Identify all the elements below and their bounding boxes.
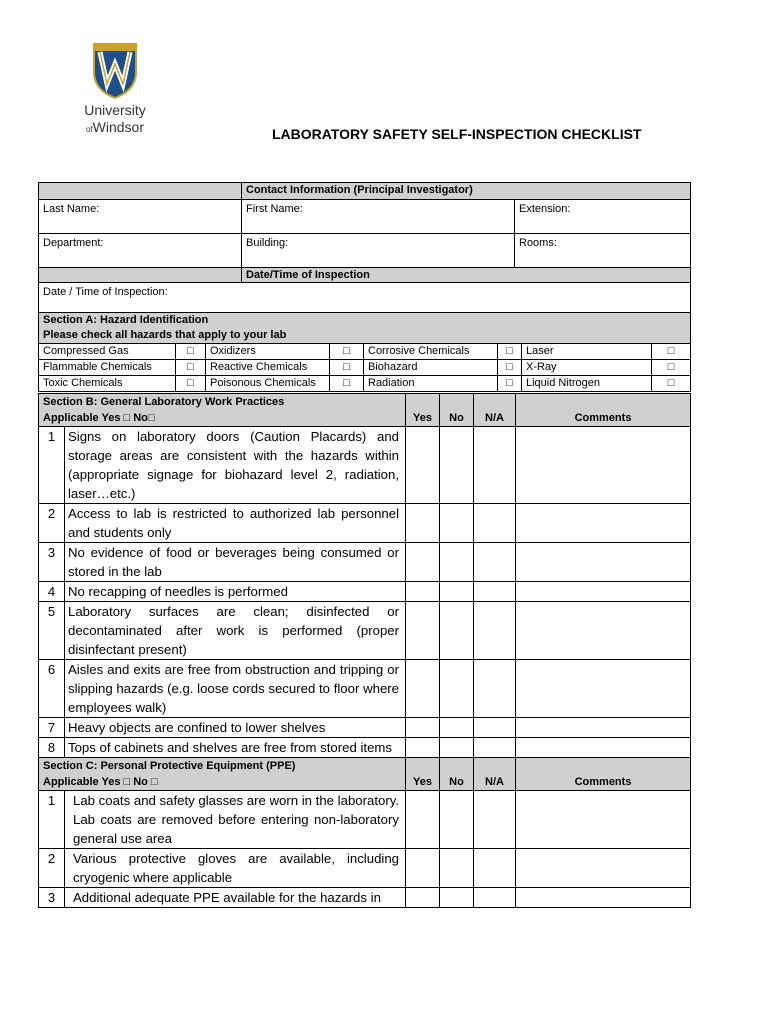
na-cell[interactable]: [474, 718, 516, 738]
logo-windsor-line: [74, 120, 156, 137]
contact-header-row: [39, 183, 691, 200]
contact-location-row: [39, 234, 691, 268]
na-cell[interactable]: [474, 543, 516, 582]
comments-cell[interactable]: [516, 738, 691, 758]
na-cell[interactable]: [474, 791, 516, 849]
hazard-checkbox[interactable]: □: [498, 344, 522, 360]
hazard-row: [39, 360, 691, 376]
checklist-row: [39, 582, 691, 602]
item-number: 2: [39, 849, 65, 888]
no-cell[interactable]: [440, 738, 474, 758]
yes-cell[interactable]: [406, 543, 440, 582]
checklist-row: [39, 888, 691, 908]
yes-cell[interactable]: [406, 602, 440, 660]
col-yes-header: Yes: [406, 758, 440, 791]
comments-cell[interactable]: [516, 504, 691, 543]
item-number: 3: [39, 888, 65, 908]
no-cell[interactable]: [440, 888, 474, 908]
section-c-header: [39, 758, 691, 791]
hazard-checkbox[interactable]: □: [652, 344, 691, 360]
hazard-checkbox[interactable]: □: [652, 360, 691, 376]
logo-of-text: of: [85, 125, 93, 134]
item-text: Signs on laboratory doors (Caution Placards) and storage areas are consistent with the hazards within (appropriate signage for biohazard level 2, radiation, laser…etc.): [65, 427, 406, 504]
comments-cell[interactable]: [516, 582, 691, 602]
item-number: 1: [39, 791, 65, 849]
item-number: 7: [39, 718, 65, 738]
hazard-checkbox[interactable]: □: [176, 376, 206, 392]
na-cell[interactable]: [474, 888, 516, 908]
department-field[interactable]: Department:: [39, 234, 242, 268]
na-cell[interactable]: [474, 427, 516, 504]
item-text: No evidence of food or beverages being consumed or stored in the lab: [65, 543, 406, 582]
hazard-label: Reactive Chemicals: [206, 360, 330, 376]
logo-windsor-text: Windsor: [92, 119, 145, 135]
col-comments-header: Comments: [516, 758, 691, 791]
col-na-header: N/A: [474, 394, 516, 427]
checklist-row: [39, 543, 691, 582]
checklist-row: [39, 718, 691, 738]
hazard-label: Radiation: [364, 376, 498, 392]
comments-cell[interactable]: [516, 718, 691, 738]
item-text: Heavy objects are confined to lower shelves: [65, 718, 406, 738]
hazard-label: Biohazard: [364, 360, 498, 376]
no-cell[interactable]: [440, 504, 474, 543]
date-header-row: [39, 268, 691, 283]
item-number: 2: [39, 504, 65, 543]
hazard-label: X-Ray: [522, 360, 652, 376]
na-cell[interactable]: [474, 504, 516, 543]
checklist-row: [39, 504, 691, 543]
building-field[interactable]: Building:: [242, 234, 515, 268]
no-cell[interactable]: [440, 543, 474, 582]
hazard-label: Poisonous Chemicals: [206, 376, 330, 392]
checklist-table: [38, 393, 691, 908]
rooms-field[interactable]: Rooms:: [515, 234, 691, 268]
hazard-checkbox[interactable]: □: [330, 376, 364, 392]
date-time-field[interactable]: Date / Time of Inspection:: [39, 283, 691, 317]
section-a-title: Section A: Hazard Identification: [43, 314, 209, 326]
comments-cell[interactable]: [516, 849, 691, 888]
na-cell[interactable]: [474, 602, 516, 660]
checklist-row: [39, 791, 691, 849]
no-cell[interactable]: [440, 718, 474, 738]
no-cell[interactable]: [440, 602, 474, 660]
item-text: Access to lab is restricted to authorized lab personnel and students only: [65, 504, 406, 543]
item-number: 3: [39, 543, 65, 582]
item-text: Lab coats and safety glasses are worn in the laboratory. Lab coats are removed before entering non-laboratory general use area: [65, 791, 406, 849]
col-no-header: No: [440, 758, 474, 791]
comments-cell[interactable]: [516, 427, 691, 504]
contact-name-row: [39, 200, 691, 234]
hazard-row: [39, 344, 691, 360]
hazard-row: [39, 376, 691, 392]
section-b-header: [39, 394, 691, 427]
checklist-row: [39, 602, 691, 660]
yes-cell[interactable]: [406, 582, 440, 602]
item-number: 8: [39, 738, 65, 758]
yes-cell[interactable]: [406, 427, 440, 504]
yes-cell[interactable]: [406, 718, 440, 738]
hazard-label: Compressed Gas: [39, 344, 176, 360]
section-a-subtitle: Please check all hazards that apply to your lab: [43, 329, 287, 341]
comments-cell[interactable]: [516, 602, 691, 660]
hazard-label: Laser: [522, 344, 652, 360]
col-yes-header: Yes: [406, 394, 440, 427]
section-a-header: [39, 313, 691, 344]
item-number: 1: [39, 427, 65, 504]
comments-cell[interactable]: [516, 543, 691, 582]
col-na-header: N/A: [474, 758, 516, 791]
item-text: Tops of cabinets and shelves are free from stored items: [65, 738, 406, 758]
comments-cell[interactable]: [516, 791, 691, 849]
col-no-header: No: [440, 394, 474, 427]
hazard-checkbox[interactable]: □: [652, 376, 691, 392]
item-text: Laboratory surfaces are clean; disinfected or decontaminated after work is performed (proper disinfectant present): [65, 602, 406, 660]
contact-header: Contact Information (Principal Investigator): [242, 183, 691, 200]
no-cell[interactable]: [440, 427, 474, 504]
hazard-label: Flammable Chemicals: [39, 360, 176, 376]
hazard-checkbox[interactable]: □: [176, 344, 206, 360]
item-number: 6: [39, 660, 65, 718]
yes-cell[interactable]: [406, 738, 440, 758]
checklist-row: [39, 738, 691, 758]
first-name-field[interactable]: First Name:: [242, 200, 515, 234]
hazard-checkbox[interactable]: □: [330, 360, 364, 376]
logo-university-text: University: [84, 102, 146, 118]
no-cell[interactable]: [440, 582, 474, 602]
item-text: Additional adequate PPE available for the hazards in: [65, 888, 406, 908]
hazard-label: Corrosive Chemicals: [364, 344, 498, 360]
comments-cell[interactable]: [516, 888, 691, 908]
item-text: Various protective gloves are available, including cryogenic where applicable: [65, 849, 406, 888]
date-header: Date/Time of Inspection: [242, 268, 691, 283]
no-cell[interactable]: [440, 660, 474, 718]
item-number: 4: [39, 582, 65, 602]
item-text: No recapping of needles is performed: [65, 582, 406, 602]
na-cell[interactable]: [474, 660, 516, 718]
extension-field[interactable]: Extension:: [515, 200, 691, 234]
hazard-checkbox[interactable]: □: [498, 376, 522, 392]
hazard-label: Oxidizers: [206, 344, 330, 360]
hazard-checkbox[interactable]: □: [330, 344, 364, 360]
crest-icon: [92, 42, 138, 100]
section-b-title: Section B: General Laboratory Work Practices: [43, 396, 285, 408]
na-cell[interactable]: [474, 738, 516, 758]
yes-cell[interactable]: [406, 791, 440, 849]
hazard-checkbox[interactable]: □: [498, 360, 522, 376]
hazard-label: Liquid Nitrogen: [522, 376, 652, 392]
section-c-applicable: Applicable Yes □ No □: [43, 776, 158, 788]
checklist-row: [39, 849, 691, 888]
no-cell[interactable]: [440, 791, 474, 849]
comments-cell[interactable]: [516, 660, 691, 718]
yes-cell[interactable]: [406, 888, 440, 908]
page-title: LABORATORY SAFETY SELF-INSPECTION CHECKLIST: [272, 126, 642, 142]
checklist-row: [39, 660, 691, 718]
yes-cell[interactable]: [406, 660, 440, 718]
section-b-applicable: Applicable Yes □ No□: [43, 412, 155, 424]
col-comments-header: Comments: [516, 394, 691, 427]
na-cell[interactable]: [474, 849, 516, 888]
hazard-checkbox[interactable]: □: [176, 360, 206, 376]
checklist-row: [39, 427, 691, 504]
hazard-table: [38, 312, 691, 392]
section-c-title: Section C: Personal Protective Equipment (PPE): [43, 760, 296, 772]
item-number: 5: [39, 602, 65, 660]
item-text: Aisles and exits are free from obstruction and tripping or slipping hazards (e.g. loose cords secured to floor where employees walk): [65, 660, 406, 718]
yes-cell[interactable]: [406, 849, 440, 888]
no-cell[interactable]: [440, 849, 474, 888]
na-cell[interactable]: [474, 582, 516, 602]
hazard-label: Toxic Chemicals: [39, 376, 176, 392]
university-logo: [74, 42, 156, 142]
yes-cell[interactable]: [406, 504, 440, 543]
contact-table: [38, 182, 691, 317]
last-name-field[interactable]: Last Name:: [39, 200, 242, 234]
